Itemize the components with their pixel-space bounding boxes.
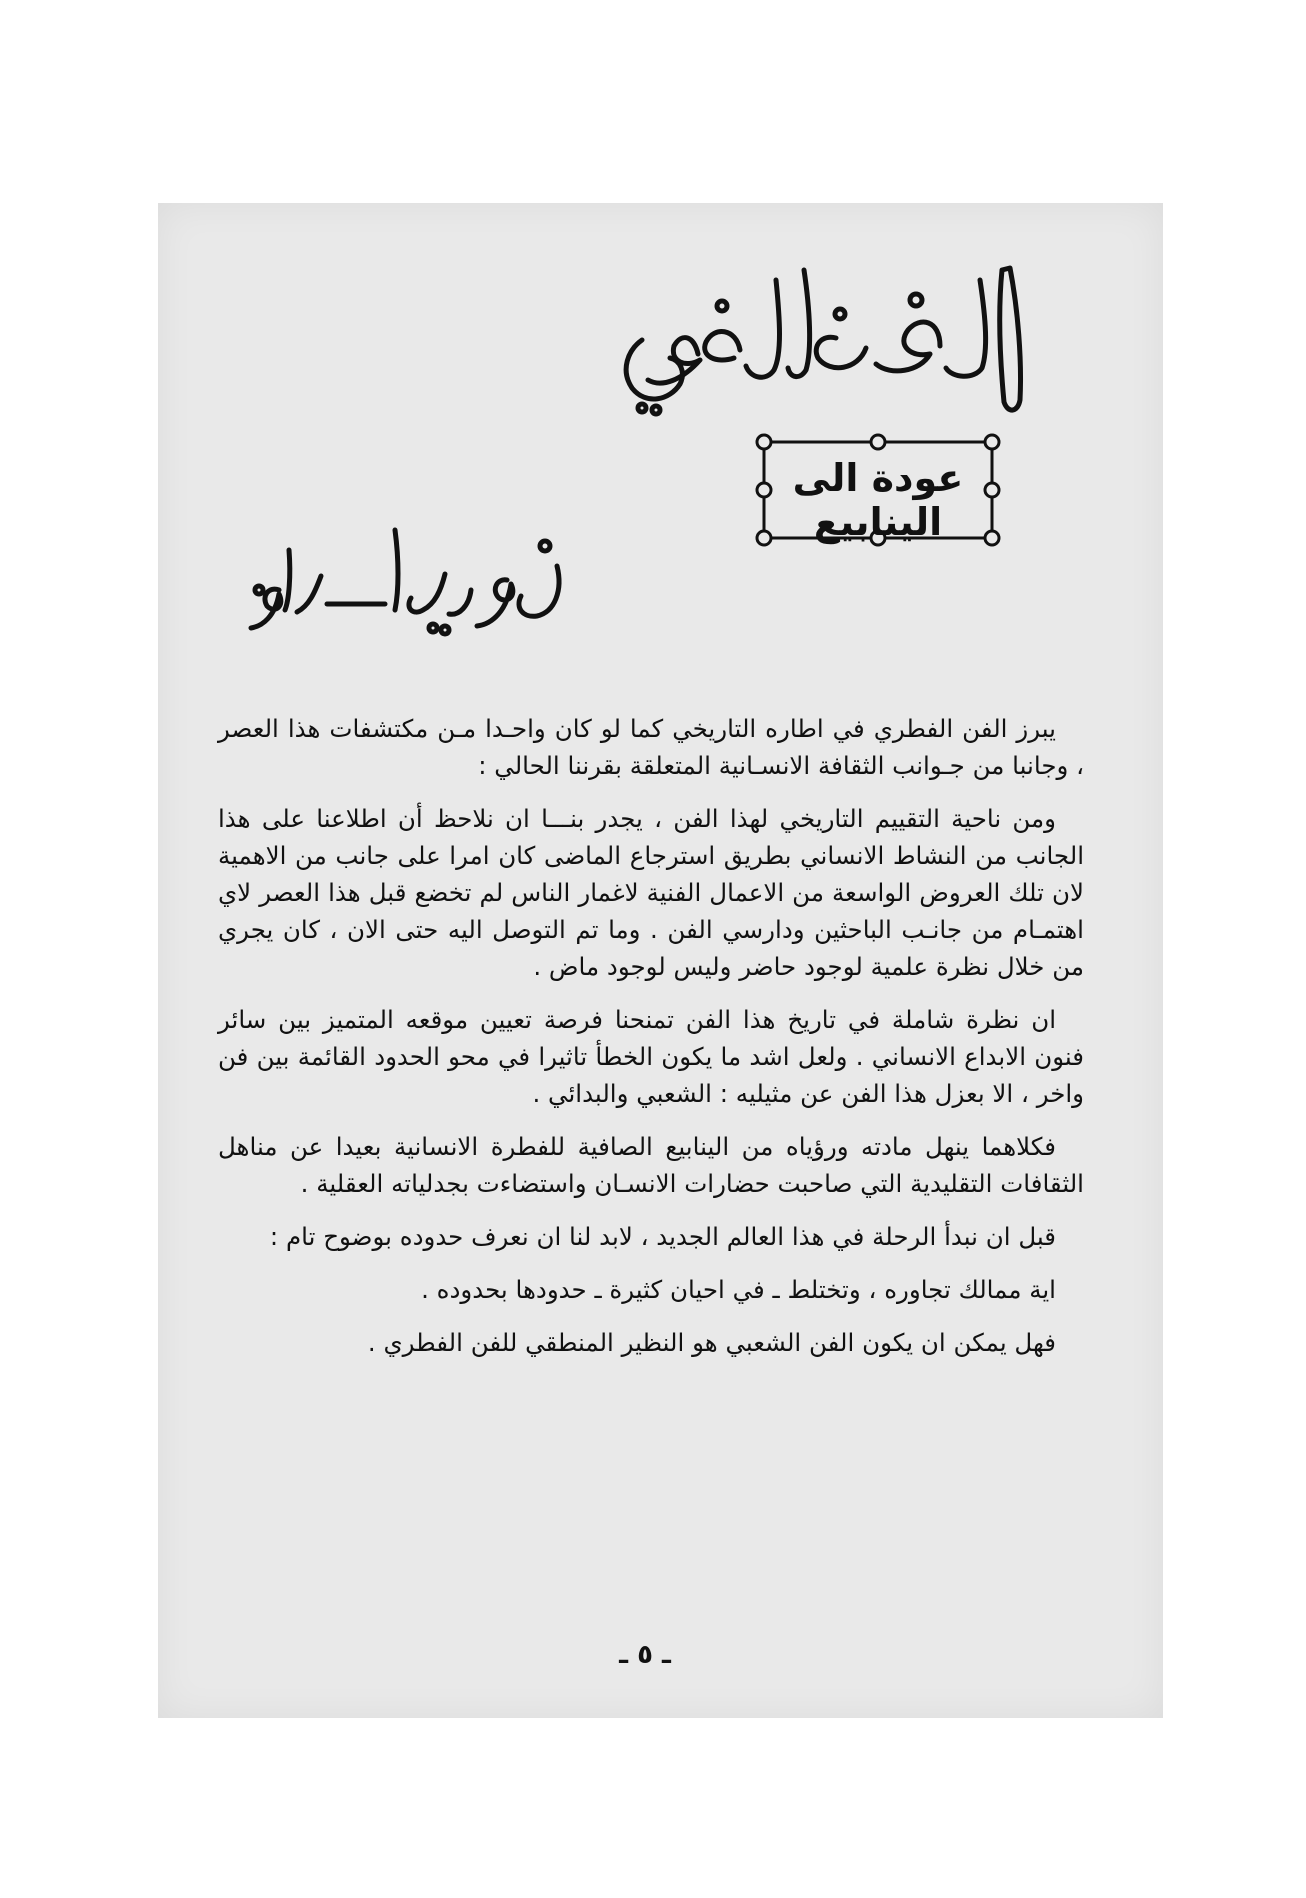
article-body bbox=[218, 710, 1084, 1377]
subtitle-frame bbox=[752, 432, 1004, 548]
paragraph: ومن ناحية التقييم التاريخي لهذا الفن ، يجدر بنـــا ان نلاحظ أن اطلاعنا على هذا الجانب من النشاط الانساني بطريق استرجاع الماضى كان امرا على جانب من الاهمية لان تلك العروض الواسعة من الاعمال الفنية لاغمار الناس لم تخضع قبل هذا العصر لاي اهتمـام من جانـب الباحثين ودارسي الفن . وما تم التوصل اليه حتى الان ، كان يجري من خلال نظرة علمية لوجود حاضر وليس لوجود ماض . bbox=[218, 804, 1084, 981]
paragraph: ان نظرة شاملة في تاريخ هذا الفن تمنحنا فرصة تعيين موقعه المتميز بين سائر فنون الابداع الانساني . ولعل اشد ما يكون الخطأ تاثيرا في محو الحدود القائمة بين فن واخر ، الا بعزل هذا الفن عن مثيليه : الشعبي والبدائي . bbox=[218, 1005, 1084, 1108]
paragraph: فكلاهما ينهل مادته ورؤياه من الينابيع الصافية للفطرة الانسانية بعيدا عن مناهل الثقافات التقليدية التي صاحبت حضارات الانسـان واستضاءت بجدلياته العقلية . bbox=[218, 1132, 1084, 1198]
author-calligraphy bbox=[245, 520, 575, 640]
calligraphic-title bbox=[590, 250, 1050, 420]
subtitle: عودة الى الينابيع bbox=[792, 456, 964, 544]
paragraph: اية ممالك تجاوره ، وتختلط ـ في احيان كثيرة ـ حدودها بحدوده . bbox=[421, 1275, 1056, 1304]
page-number: ـ ٥ ـ bbox=[619, 1640, 671, 1670]
paragraph: فهل يمكن ان يكون الفن الشعبي هو النظير المنطقي للفن الفطري . bbox=[367, 1328, 1056, 1357]
author-calligraphy-drawing bbox=[245, 520, 575, 640]
title-calligraphy-drawing bbox=[590, 250, 1050, 420]
paragraph: يبرز الفن الفطري في اطاره التاريخي كما لو كان واحـدا مـن مكتشفات هذا العصر ، وجانبا من جـوانب الثقافة الانسـانية المتعلقة بقرننا الحالي : bbox=[218, 714, 1084, 780]
paragraph: قبل ان نبدأ الرحلة في هذا العالم الجديد ، لابد لنا ان نعرف حدوده بوضوح تام : bbox=[269, 1222, 1056, 1251]
